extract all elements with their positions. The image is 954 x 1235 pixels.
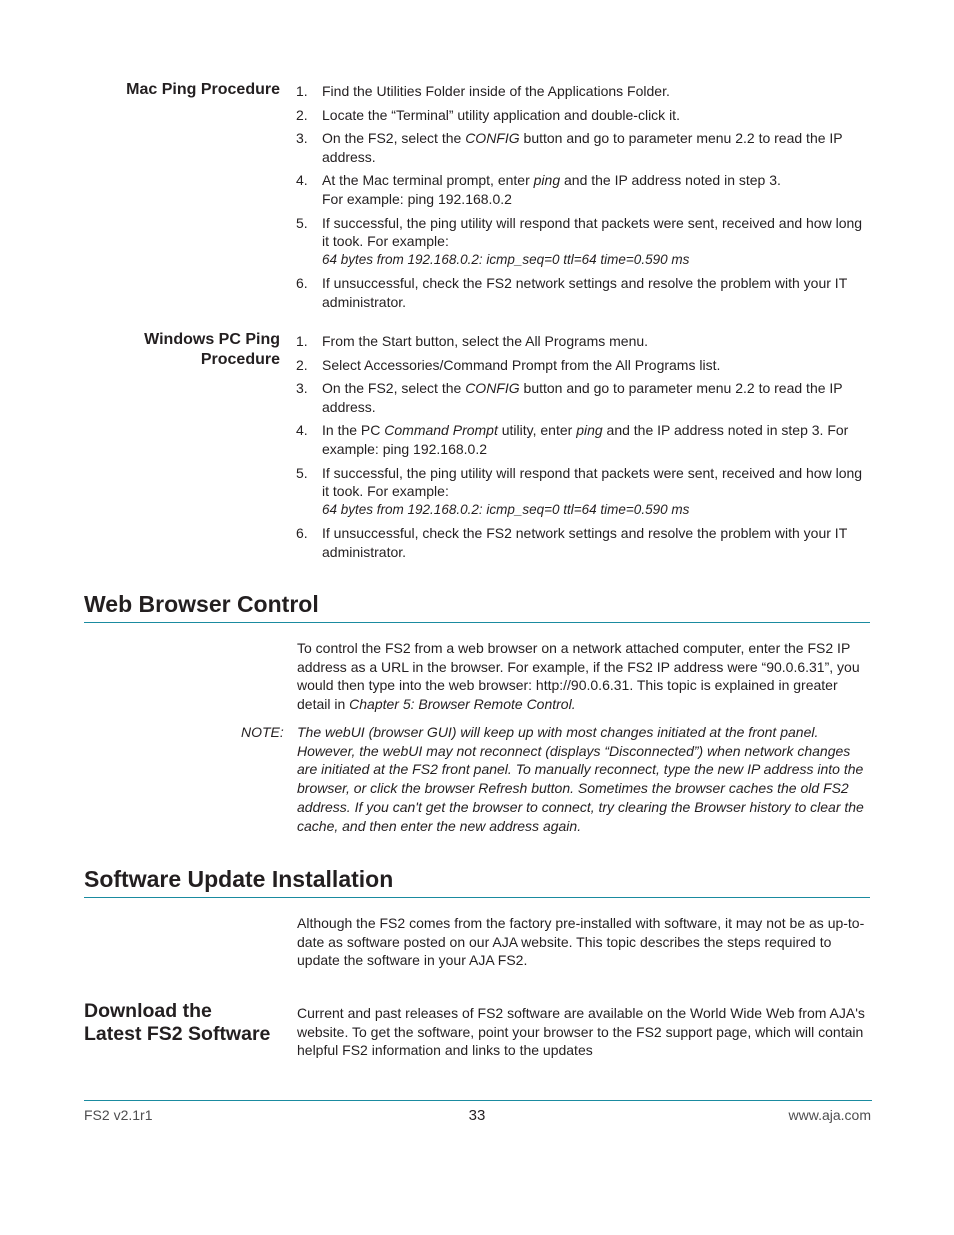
note-text: The webUI (browser GUI) will keep up with most changes initiated at the front panel. However, the webUI may not reconnect (displays “Disconnected”) when network changes are initiated at the FS2 front panel. To manually reconnect, type the new IP address into the browser, or click the browser Refresh button. Sometimes the browser caches the old FS2 address. If you can't get the browser to connect, try clearing the Browser history to clear the cache, and then enter the new address again. [297,724,864,834]
download-paragraph: Current and past releases of FS2 software are available on the World Wide Web from AJA's website. To get the software, point your browser to the FS2 support page, which will contain helpful FS2 information and links to the updates [297,1005,865,1059]
example-output: 64 bytes from 192.168.0.2: icmp_seq=0 ttl=64 time=0.590 ms [322,501,690,517]
list-item: 3. On the FS2, select the CONFIG button and go to parameter menu 2.2 to read the IP address. [296,380,843,415]
windows-ping-heading: Windows PC Ping Procedure [144,331,280,368]
list-item: 1. From the Start button, select the All Programs menu. [296,333,649,349]
list-item: 1. Find the Utilities Folder inside of the Applications Folder. [296,83,670,99]
web-browser-paragraph: To control the FS2 from a web browser on a network attached computer, enter the FS2 IP address as a URL in the browser. For example, if the FS2 IP address were “90.0.6.31”, you would then type into the web browser: http://90.0.6.31. This topic is explained in greater detail in Chapter 5: Browser Remote Control. [297,640,860,713]
list-item: 5. If successful, the ping utility will respond that packets were sent, received and how long it took. For example: 64 bytes from 192.168.0.2: icmp_seq=0 ttl=64 time=0.590 ms [296,214,870,270]
mac-ping-heading: Mac Ping Procedure [126,81,280,98]
note-label: NOTE: [241,724,284,740]
web-browser-control-heading: Web Browser Control [84,590,870,623]
software-update-heading: Software Update Installation [84,865,870,898]
software-update-paragraph: Although the FS2 comes from the factory pre-installed with software, it may not be as up-to-date as software posted on our AJA website. This topic describes the steps required to update the software in your AJA FS2. [297,915,865,969]
list-item: 5. If successful, the ping utility will respond that packets were sent, received and how long it took. For example: 64 bytes from 192.168.0.2: icmp_seq=0 ttl=64 time=0.590 ms [296,464,870,520]
list-item: 3. On the FS2, select the CONFIG button and go to parameter menu 2.2 to read the IP address. [296,130,843,165]
list-item: 2. Locate the “Terminal” utility application and double-click it. [296,106,680,123]
windows-ping-steps [296,332,870,567]
footer-website: www.aja.com [788,1107,871,1123]
example-text: For example: ping 192.168.0.2 [322,190,512,207]
page-number: 33 [468,1107,486,1124]
footer-rule [84,1100,872,1101]
list-item: 2. Select Accessories/Command Prompt from the All Programs list. [296,356,721,373]
footer-version: FS2 v2.1r1 [84,1107,153,1123]
example-output: 64 bytes from 192.168.0.2: icmp_seq=0 ttl=64 time=0.590 ms [322,251,690,267]
list-item: 4. In the PC Command Prompt utility, enter ping and the IP address noted in step 3. For example: ping 192.168.0.2 [296,422,849,457]
list-item: 6. If unsuccessful, check the FS2 network settings and resolve the problem with your IT administrator. [296,275,847,310]
download-heading: Download the Latest FS2 Software [84,1000,271,1045]
list-item: 4. At the Mac terminal prompt, enter ping and the IP address noted in step 3. For example: ping 192.168.0.2 [296,171,870,208]
mac-ping-steps [296,82,870,317]
list-item: 6. If unsuccessful, check the FS2 network settings and resolve the problem with your IT administrator. [296,525,847,560]
